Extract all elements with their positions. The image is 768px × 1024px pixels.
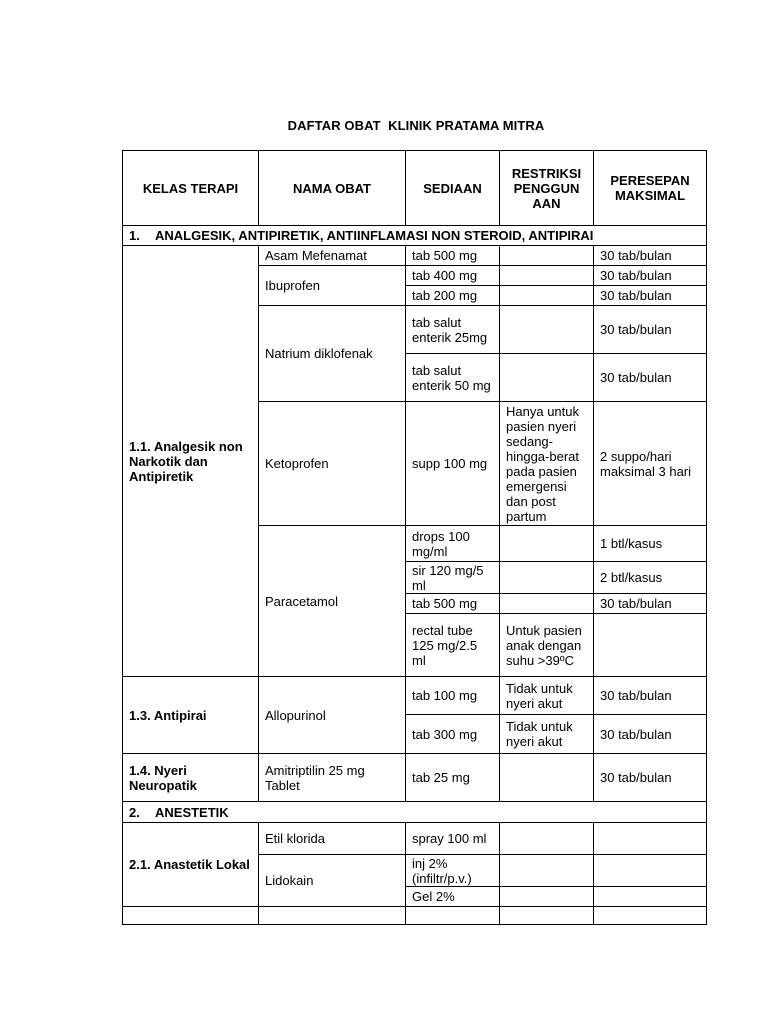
sediaan-cell: sir 120 mg/5 ml bbox=[406, 562, 500, 594]
sediaan-cell: tab 200 mg bbox=[406, 286, 500, 306]
sediaan-cell: tab 500 mg bbox=[406, 246, 500, 266]
restriksi-cell bbox=[500, 887, 594, 907]
restriksi-cell bbox=[500, 526, 594, 562]
class-cell: 1.3. Antipirai bbox=[123, 677, 259, 754]
restriksi-cell bbox=[500, 823, 594, 855]
document-title: DAFTAR OBAT KLINIK PRATAMA MITRA bbox=[287, 118, 545, 133]
restriksi-cell: Untuk pasien anak dengan suhu >39ºC bbox=[500, 614, 594, 677]
drug-name-cell: Lidokain bbox=[259, 855, 406, 907]
maks-cell: 30 tab/bulan bbox=[594, 286, 707, 306]
drug-name-cell: Natrium diklofenak bbox=[259, 306, 406, 402]
table-row bbox=[123, 823, 707, 855]
maks-cell: 30 tab/bulan bbox=[594, 715, 707, 754]
maks-cell bbox=[594, 823, 707, 855]
class-cell: 1.4. Nyeri Neuropatik bbox=[123, 754, 259, 802]
maks-cell: 30 tab/bulan bbox=[594, 677, 707, 715]
table-row-empty bbox=[123, 907, 707, 925]
table-row bbox=[123, 246, 707, 266]
sediaan-cell: tab 100 mg bbox=[406, 677, 500, 715]
restriksi-cell bbox=[500, 246, 594, 266]
maks-cell: 30 tab/bulan bbox=[594, 246, 707, 266]
restriksi-cell bbox=[500, 286, 594, 306]
restriksi-cell: Hanya untuk pasien nyeri sedang-hingga-berat pada pasien emergensi dan post partum bbox=[500, 402, 594, 526]
table-row bbox=[123, 754, 707, 802]
sediaan-cell: rectal tube 125 mg/2.5 ml bbox=[406, 614, 500, 677]
drug-name-cell: Ketoprofen bbox=[259, 402, 406, 526]
drug-list-table bbox=[122, 150, 707, 925]
section-number: 2. bbox=[129, 804, 140, 820]
restriksi-cell bbox=[500, 306, 594, 354]
sediaan-cell: tab salut enterik 50 mg bbox=[406, 354, 500, 402]
restriksi-cell bbox=[500, 562, 594, 594]
maks-cell: 30 tab/bulan bbox=[594, 266, 707, 286]
header-kelas-terapi: KELAS TERAPI bbox=[123, 151, 259, 226]
sediaan-cell: inj 2% (infiltr/p.v.) bbox=[406, 855, 500, 887]
restriksi-cell bbox=[500, 354, 594, 402]
sediaan-cell: tab 400 mg bbox=[406, 266, 500, 286]
drug-name-cell: Amitriptilin 25 mg Tablet bbox=[259, 754, 406, 802]
sediaan-cell: tab 25 mg bbox=[406, 754, 500, 802]
maks-cell bbox=[594, 855, 707, 887]
maks-cell: 30 tab/bulan bbox=[594, 754, 707, 802]
drug-name-cell: Allopurinol bbox=[259, 677, 406, 754]
section-label: ANESTETIK bbox=[155, 804, 229, 820]
maks-cell: 1 btl/kasus bbox=[594, 526, 707, 562]
section-row bbox=[123, 226, 707, 246]
sediaan-cell: tab 500 mg bbox=[406, 594, 500, 614]
header-nama-obat: NAMA OBAT bbox=[259, 151, 406, 226]
sediaan-cell: supp 100 mg bbox=[406, 402, 500, 526]
class-cell: 2.1. Anastetik Lokal bbox=[123, 823, 259, 907]
section-row bbox=[123, 802, 707, 823]
header-sediaan: SEDIAAN bbox=[406, 151, 500, 226]
drug-name-cell: Asam Mefenamat bbox=[259, 246, 406, 266]
section-label: ANALGESIK, ANTIPIRETIK, ANTIINFLAMASI NON STEROID, ANTIPIRAI bbox=[155, 228, 594, 243]
restriksi-cell bbox=[500, 855, 594, 887]
table-row bbox=[123, 677, 707, 715]
maks-cell bbox=[594, 614, 707, 677]
restriksi-cell bbox=[500, 594, 594, 614]
section-number: 1. bbox=[129, 228, 140, 243]
restriksi-cell bbox=[500, 754, 594, 802]
maks-cell: 30 tab/bulan bbox=[594, 306, 707, 354]
class-cell: 1.1. Analgesik non Narkotik dan Antipiretik bbox=[123, 246, 259, 677]
maks-cell: 30 tab/bulan bbox=[594, 354, 707, 402]
drug-name-cell: Paracetamol bbox=[259, 526, 406, 677]
sediaan-cell: drops 100 mg/ml bbox=[406, 526, 500, 562]
sediaan-cell: tab 300 mg bbox=[406, 715, 500, 754]
maks-cell: 30 tab/bulan bbox=[594, 594, 707, 614]
restriksi-cell bbox=[500, 266, 594, 286]
maks-cell: 2 btl/kasus bbox=[594, 562, 707, 594]
restriksi-cell: Tidak untuk nyeri akut bbox=[500, 715, 594, 754]
restriksi-cell: Tidak untuk nyeri akut bbox=[500, 677, 594, 715]
maks-cell: 2 suppo/hari maksimal 3 hari bbox=[594, 402, 707, 526]
header-peresepan: PERESEPAN MAKSIMAL bbox=[594, 151, 707, 226]
header-row bbox=[123, 151, 707, 226]
maks-cell bbox=[594, 887, 707, 907]
sediaan-cell: spray 100 ml bbox=[406, 823, 500, 855]
drug-name-cell: Ibuprofen bbox=[259, 266, 406, 306]
header-restriksi: RESTRIKSI PENGGUN AAN bbox=[500, 151, 594, 226]
drug-name-cell: Etil klorida bbox=[259, 823, 406, 855]
sediaan-cell: Gel 2% bbox=[406, 887, 500, 907]
sediaan-cell: tab salut enterik 25mg bbox=[406, 306, 500, 354]
